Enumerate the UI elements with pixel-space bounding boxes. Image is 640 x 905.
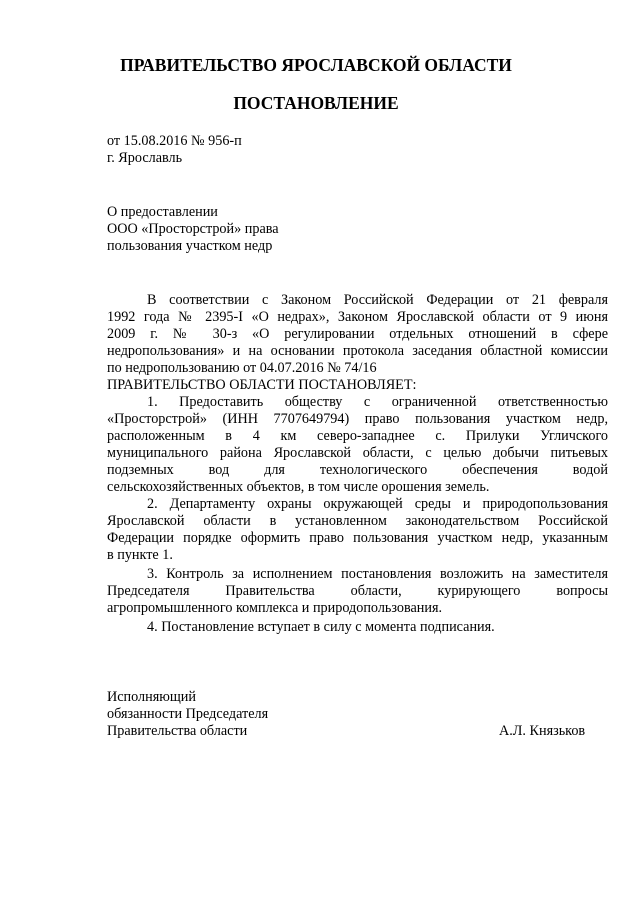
item-2-line: Ярославской области в установленном законодательством Российской bbox=[107, 513, 608, 529]
signature-position-line-1: Исполняющий bbox=[107, 689, 196, 705]
item-1-line: муниципального района Ярославской области, с целью добычи питьевых bbox=[107, 445, 608, 461]
item-2-line: в пункте 1. bbox=[107, 547, 173, 563]
date-number: от 15.08.2016 № 956-п bbox=[107, 133, 242, 149]
preamble-line: 2009 г. № 30-з «О регулировании отдельных отношений в сфере bbox=[107, 326, 608, 342]
item-3-line: агропромышленного комплекса и природопользования. bbox=[107, 600, 443, 616]
item-1-line: подземных вод для технологического обеспечения водой bbox=[107, 462, 608, 478]
signature-position-line-2: обязанности Председателя bbox=[107, 706, 269, 722]
preamble-line: 1992 года № 2395-I «О недрах», Законом Ярославской области от 9 июня bbox=[107, 309, 608, 325]
item-3-line: 3. Контроль за исполнением постановления возложить на заместителя bbox=[147, 566, 608, 582]
item-2-line: 2. Департаменту охраны окружающей среды и природопользования bbox=[147, 496, 608, 512]
preamble-line: по недропользованию от 04.07.2016 № 74/16 bbox=[107, 360, 377, 376]
preamble-line: недропользования» и на основании протокола заседания областной комиссии bbox=[107, 343, 608, 359]
subject-line-3: пользования участком недр bbox=[107, 238, 273, 254]
subject-line-2: ООО «Просторстрой» права bbox=[107, 221, 279, 237]
item-2-line: Федерации порядке оформить право пользования участком недр, указанным bbox=[107, 530, 608, 546]
government-title: ПРАВИТЕЛЬСТВО ЯРОСЛАВСКОЙ ОБЛАСТИ bbox=[120, 55, 512, 75]
city: г. Ярославль bbox=[107, 150, 183, 166]
signature-position-line-3: Правительства области bbox=[107, 723, 248, 739]
subject-line-1: О предоставлении bbox=[107, 204, 218, 220]
item-4-line: 4. Постановление вступает в силу с момента подписания. bbox=[147, 619, 495, 635]
preamble-line: В соответствии с Законом Российской Федерации от 21 февраля bbox=[147, 292, 608, 308]
signer-name: А.Л. Князьков bbox=[499, 723, 586, 739]
item-3-line: Председателя Правительства области, курирующего вопросы bbox=[107, 583, 608, 599]
item-1-line: 1. Предоставить обществу с ограниченной ответственностью bbox=[147, 394, 608, 410]
item-1-line: сельскохозяйственных объектов, в том числе орошения земель. bbox=[107, 479, 490, 495]
item-1-line: расположенным в 4 км северо-западнее с. Прилуки Угличского bbox=[107, 428, 608, 444]
document-type-title: ПОСТАНОВЛЕНИЕ bbox=[233, 93, 399, 113]
decree-statement: ПРАВИТЕЛЬСТВО ОБЛАСТИ ПОСТАНОВЛЯЕТ: bbox=[107, 377, 417, 393]
item-1-line: «Просторстрой» (ИНН 7707649794) право пользования участком недр, bbox=[107, 411, 608, 427]
